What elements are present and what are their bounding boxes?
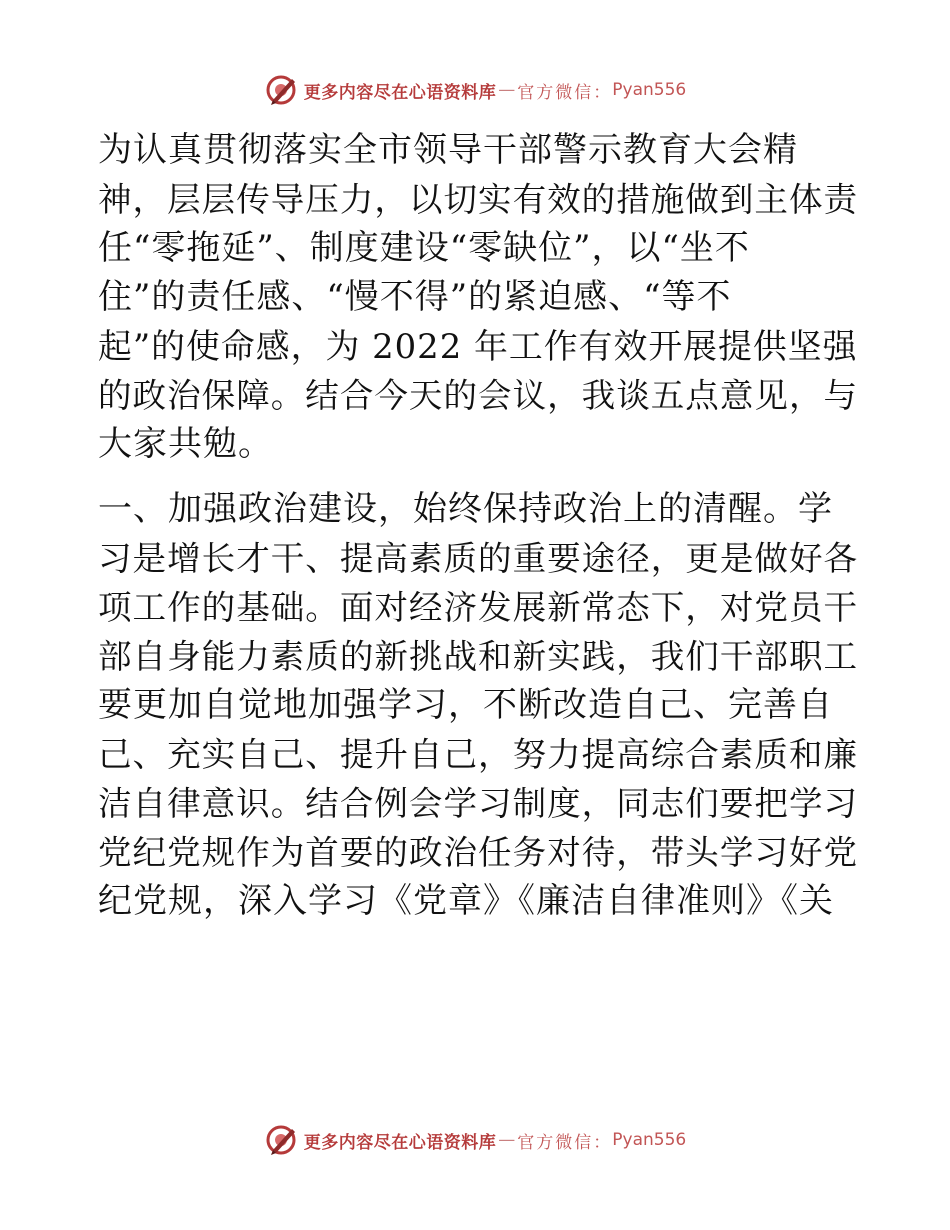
text-line: 习是增长才干、提高素质的重要途径，更是做好各	[98, 539, 859, 578]
text-line: 洁自律意识。结合例会学习制度，同志们要把学习	[98, 784, 859, 823]
text-line: 部自身能力素质的新挑战和新实践，我们干部职工	[98, 637, 859, 676]
header-wechat-id: Pyan556	[612, 80, 687, 100]
text-line: 项工作的基础。面对经济发展新常态下，对党员干	[98, 588, 859, 627]
header-banner	[0, 70, 950, 110]
footer-brand: 更多内容尽在心语资料库	[303, 1132, 497, 1153]
footer-official-label: 官方微信：	[517, 1132, 613, 1153]
text-line: 己、充实自己、提升自己，努力提高综合素质和廉	[98, 735, 859, 774]
text-line: 纪党规，深入学习《党章》《廉洁自律准则》《关	[98, 881, 834, 921]
footer-banner	[0, 1120, 950, 1160]
text-line: 起”的使命感，为 2022 年工作有效开展提供坚强	[98, 327, 858, 366]
text-line: 党纪党规作为首要的政治任务对待，带头学习好党	[98, 833, 859, 872]
paragraph-section-one	[98, 485, 858, 926]
footer-wechat-id: Pyan556	[612, 1130, 687, 1150]
text-line: 住”的责任感、“慢不得”的紧迫感、“等不	[98, 277, 732, 317]
text-line: 的政治保障。结合今天的会议，我谈五点意见，与	[98, 376, 859, 415]
document-body	[98, 126, 858, 926]
pen-logo-icon	[264, 73, 298, 107]
paragraph-intro	[98, 126, 858, 469]
header-dash: —	[498, 80, 516, 100]
text-line: 一、加强政治建设，始终保持政治上的清醒。学	[98, 489, 833, 529]
header-official-label: 官方微信：	[517, 82, 613, 103]
header-brand: 更多内容尽在心语资料库	[303, 82, 497, 103]
text-line: 为认真贯彻落实全市领导干部警示教育大会精	[98, 130, 798, 170]
footer-dash: —	[498, 1130, 516, 1150]
text-line: 大家共勉。	[98, 424, 273, 464]
text-line: 要更加自觉地加强学习，不断改造自己、完善自	[98, 685, 833, 725]
text-line: 任“零拖延”、制度建设“零缺位”，以“坐不	[98, 228, 750, 268]
text-line: 神，层层传导压力，以切实有效的措施做到主体责	[98, 180, 859, 219]
pen-logo-icon	[264, 1123, 298, 1157]
